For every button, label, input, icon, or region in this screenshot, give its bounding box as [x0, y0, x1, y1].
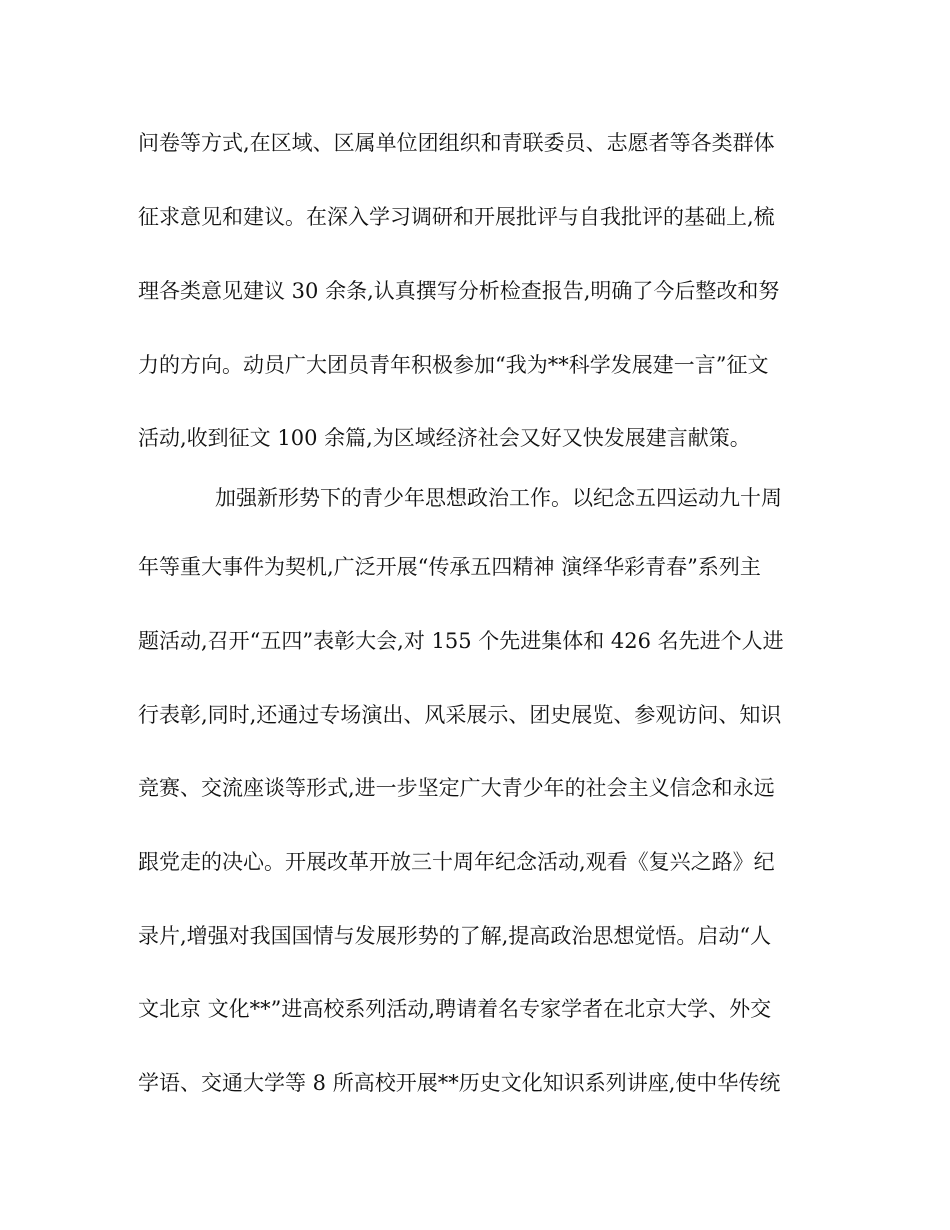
text-line: 竞赛、交流座谈等形式,进一步坚定广大青少年的社会主义信念和永远 — [138, 776, 775, 800]
text-line: 学语、交通大学等 8 所高校开展**历史文化知识系列讲座,使中华传统 — [138, 1071, 781, 1095]
text-line: 录片,增强对我国国情与发展形势的了解,提高政治思想觉悟。启动“人 — [138, 924, 772, 948]
text-line: 文北京 文化**”进高校系列活动,聘请着名专家学者在北京大学、外交 — [138, 997, 772, 1021]
text-line: 年等重大事件为契机,广泛开展“传承五四精神 演绎华彩青春”系列主 — [138, 555, 761, 579]
text-line: 题活动,召开“五四”表彰大会,对 155 个先进集体和 426 名先进个人进 — [138, 629, 784, 653]
text-line: 行表彰,同时,还通过专场演出、风采展示、团史展览、参观访问、知识 — [138, 703, 782, 727]
text-line: 问卷等方式,在区域、区属单位团组织和青联委员、志愿者等各类群体 — [138, 131, 775, 155]
text-line: 跟党走的决心。开展改革开放三十周年纪念活动,观看《复兴之路》纪 — [138, 850, 775, 874]
text-line: 征求意见和建议。在深入学习调研和开展批评与自我批评的基础上,梳 — [138, 205, 775, 229]
text-line: 活动,收到征文 100 余篇,为区域经济社会又好又快发展建言献策。 — [138, 426, 751, 450]
paragraph-first-line: 加强新形势下的青少年思想政治工作。以纪念五四运动九十周 — [215, 486, 782, 510]
text-line: 力的方向。动员广大团员青年积极参加“我为**科学发展建一言”征文 — [138, 353, 769, 377]
text-line: 理各类意见建议 30 余条,认真撰写分析检查报告,明确了今后整改和努 — [138, 279, 780, 303]
